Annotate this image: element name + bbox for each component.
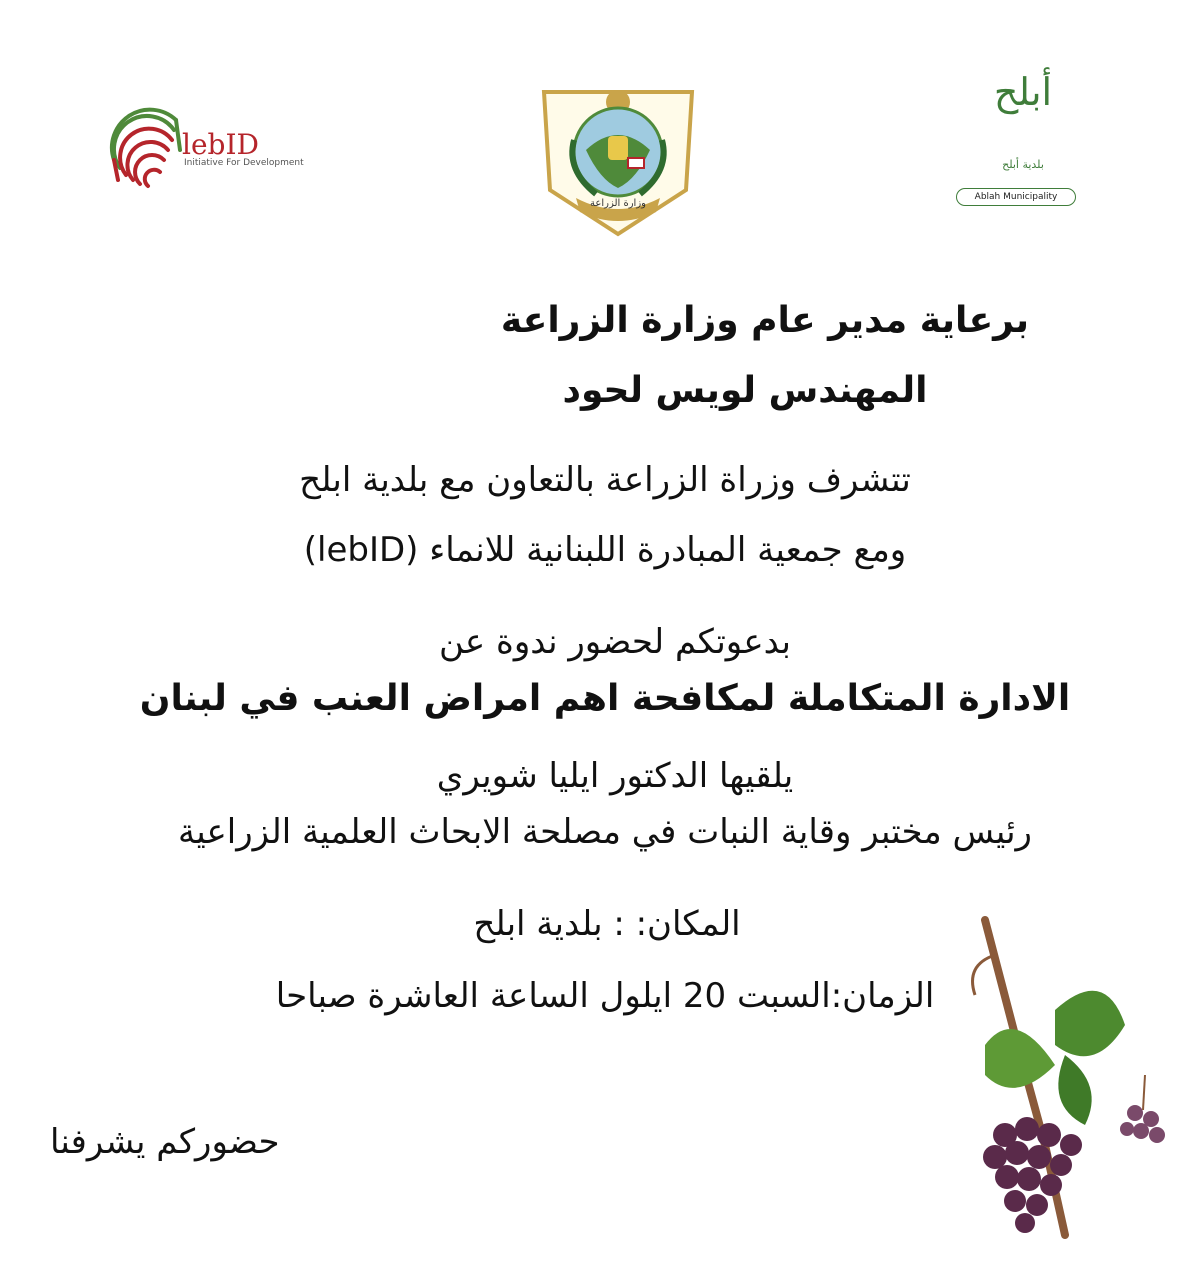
seminar-topic: الادارة المتكاملة لمكافحة اهم امراض العنب في لبنان — [139, 678, 1071, 719]
event-place: المكان: : بلدية ابلح — [473, 904, 741, 944]
ministry-emblem — [536, 80, 700, 238]
speaker-name: يلقيها الدكتور ايليا شويري — [436, 756, 794, 796]
patronage-line-2: المهندس لويس لحود — [562, 370, 928, 411]
lebid-logo — [104, 100, 324, 195]
lebid-name: lebID — [182, 128, 259, 161]
ablah-arabic-title: أبلح — [993, 70, 1053, 114]
organizers-line-2: ومع جمعية المبادرة اللبنانية للانماء (lebID) — [303, 530, 907, 570]
patronage-line-1: برعاية مدير عام وزارة الزراعة — [500, 300, 1030, 341]
grapevine-illustration — [955, 915, 1185, 1265]
grape-icon — [955, 915, 1185, 1265]
ablah-logo — [950, 70, 1080, 210]
ministry-name: وزارة الزراعة — [590, 198, 646, 209]
closing-line: حضوركم يشرفنا — [50, 1122, 280, 1162]
invitation-line: بدعوتكم لحضور ندوة عن — [439, 622, 791, 662]
event-time: الزمان:السبت 20 ايلول الساعة العاشرة صباحا — [275, 976, 935, 1016]
ablah-english-badge: Ablah Municipality — [956, 188, 1076, 206]
speaker-title: رئيس مختبر وقاية النبات في مصلحة الابحاث العلمية الزراعية — [178, 812, 1032, 852]
lebid-tagline: Initiative For Development — [184, 158, 304, 168]
organizers-line-1: تتشرف وزراة الزراعة بالتعاون مع بلدية ابلح — [299, 460, 911, 500]
ablah-arabic-sub: بلدية أبلح — [1002, 158, 1044, 171]
